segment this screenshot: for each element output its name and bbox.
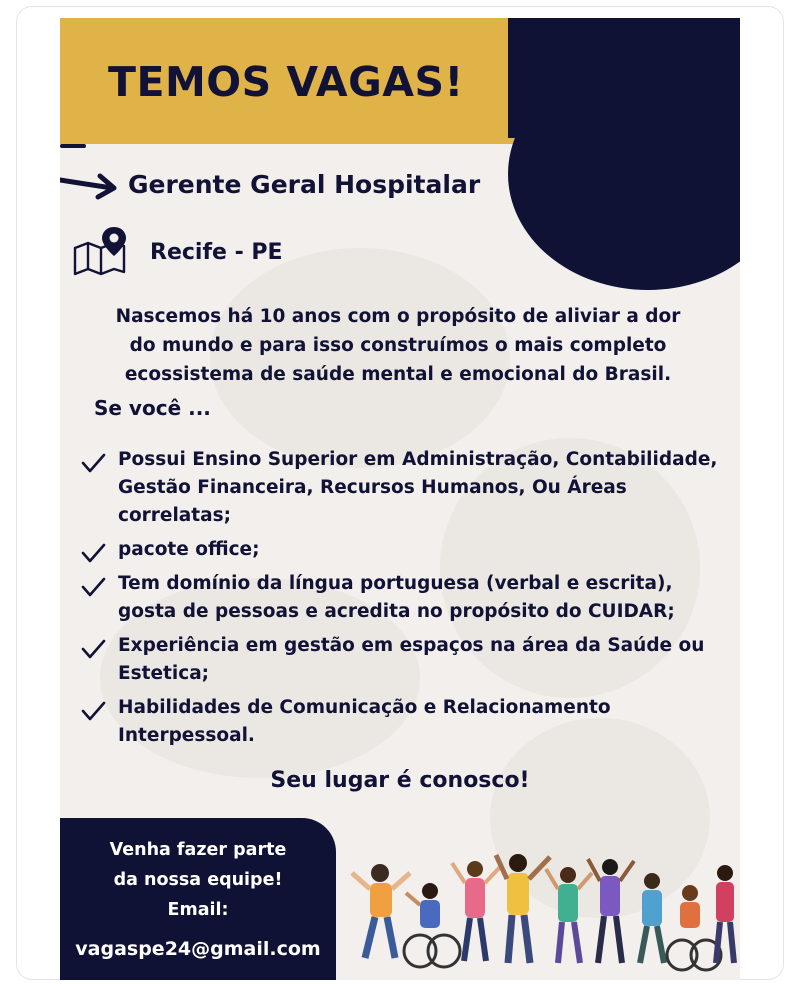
check-icon xyxy=(80,700,106,722)
check-icon xyxy=(80,542,106,564)
people-illustration xyxy=(340,833,740,980)
requirements-heading: Se você ... xyxy=(94,396,211,420)
contact-invite-line-2: da nossa equipe! xyxy=(113,870,283,890)
tagline: Seu lugar é conosco! xyxy=(270,768,530,793)
requirement-text: Possui Ensino Superior em Administração, Contabilidade, Gestão Financeira, Recursos Humanos, Ou Áreas correlatas; xyxy=(118,449,718,526)
person-figure xyxy=(667,885,721,970)
person-figure xyxy=(640,873,664,963)
requirement-item xyxy=(78,570,733,626)
person-figure xyxy=(546,867,592,963)
requirement-item xyxy=(78,694,733,750)
requirement-text: Tem domínio da língua portuguesa (verbal e escrita), gosta de pessoas e acredita no propósito do CUIDAR; xyxy=(118,573,675,622)
job-poster xyxy=(60,18,740,980)
contact-invite-line-1: Venha fazer parte xyxy=(109,840,287,860)
requirements-list xyxy=(78,446,733,756)
check-icon xyxy=(80,638,106,660)
arrow-icon xyxy=(60,170,120,200)
requirement-text: pacote office; xyxy=(118,539,260,560)
requirement-text: Habilidades de Comunicação e Relacionamento Interpessoal. xyxy=(118,697,611,746)
contact-box xyxy=(60,818,336,980)
email-label: Email: xyxy=(167,900,229,920)
contact-email[interactable]: vagaspe24@gmail.com xyxy=(75,938,321,960)
person-figure xyxy=(496,854,550,963)
requirement-item xyxy=(78,536,733,564)
person-figure xyxy=(588,859,634,963)
requirement-item xyxy=(78,446,733,530)
company-intro: Nascemos há 10 anos com o propósito de aliviar a dor do mundo e para isso construímos o mais completo ecossistema de saúde mental e emocional do Brasil. xyxy=(115,306,681,385)
person-figure xyxy=(404,883,460,967)
map-pin-icon xyxy=(72,224,128,280)
requirement-text: Experiência em gestão em espaços na área da Saúde ou Estetica; xyxy=(118,635,705,684)
check-icon xyxy=(80,576,106,598)
job-title: Gerente Geral Hospitalar xyxy=(128,170,481,199)
person-figure xyxy=(716,865,734,963)
decorative-dash xyxy=(60,144,86,148)
requirement-item xyxy=(78,632,733,688)
poster-title: TEMOS VAGAS! xyxy=(108,58,464,106)
person-figure xyxy=(352,864,410,958)
job-location: Recife - PE xyxy=(150,240,283,265)
check-icon xyxy=(80,452,106,474)
